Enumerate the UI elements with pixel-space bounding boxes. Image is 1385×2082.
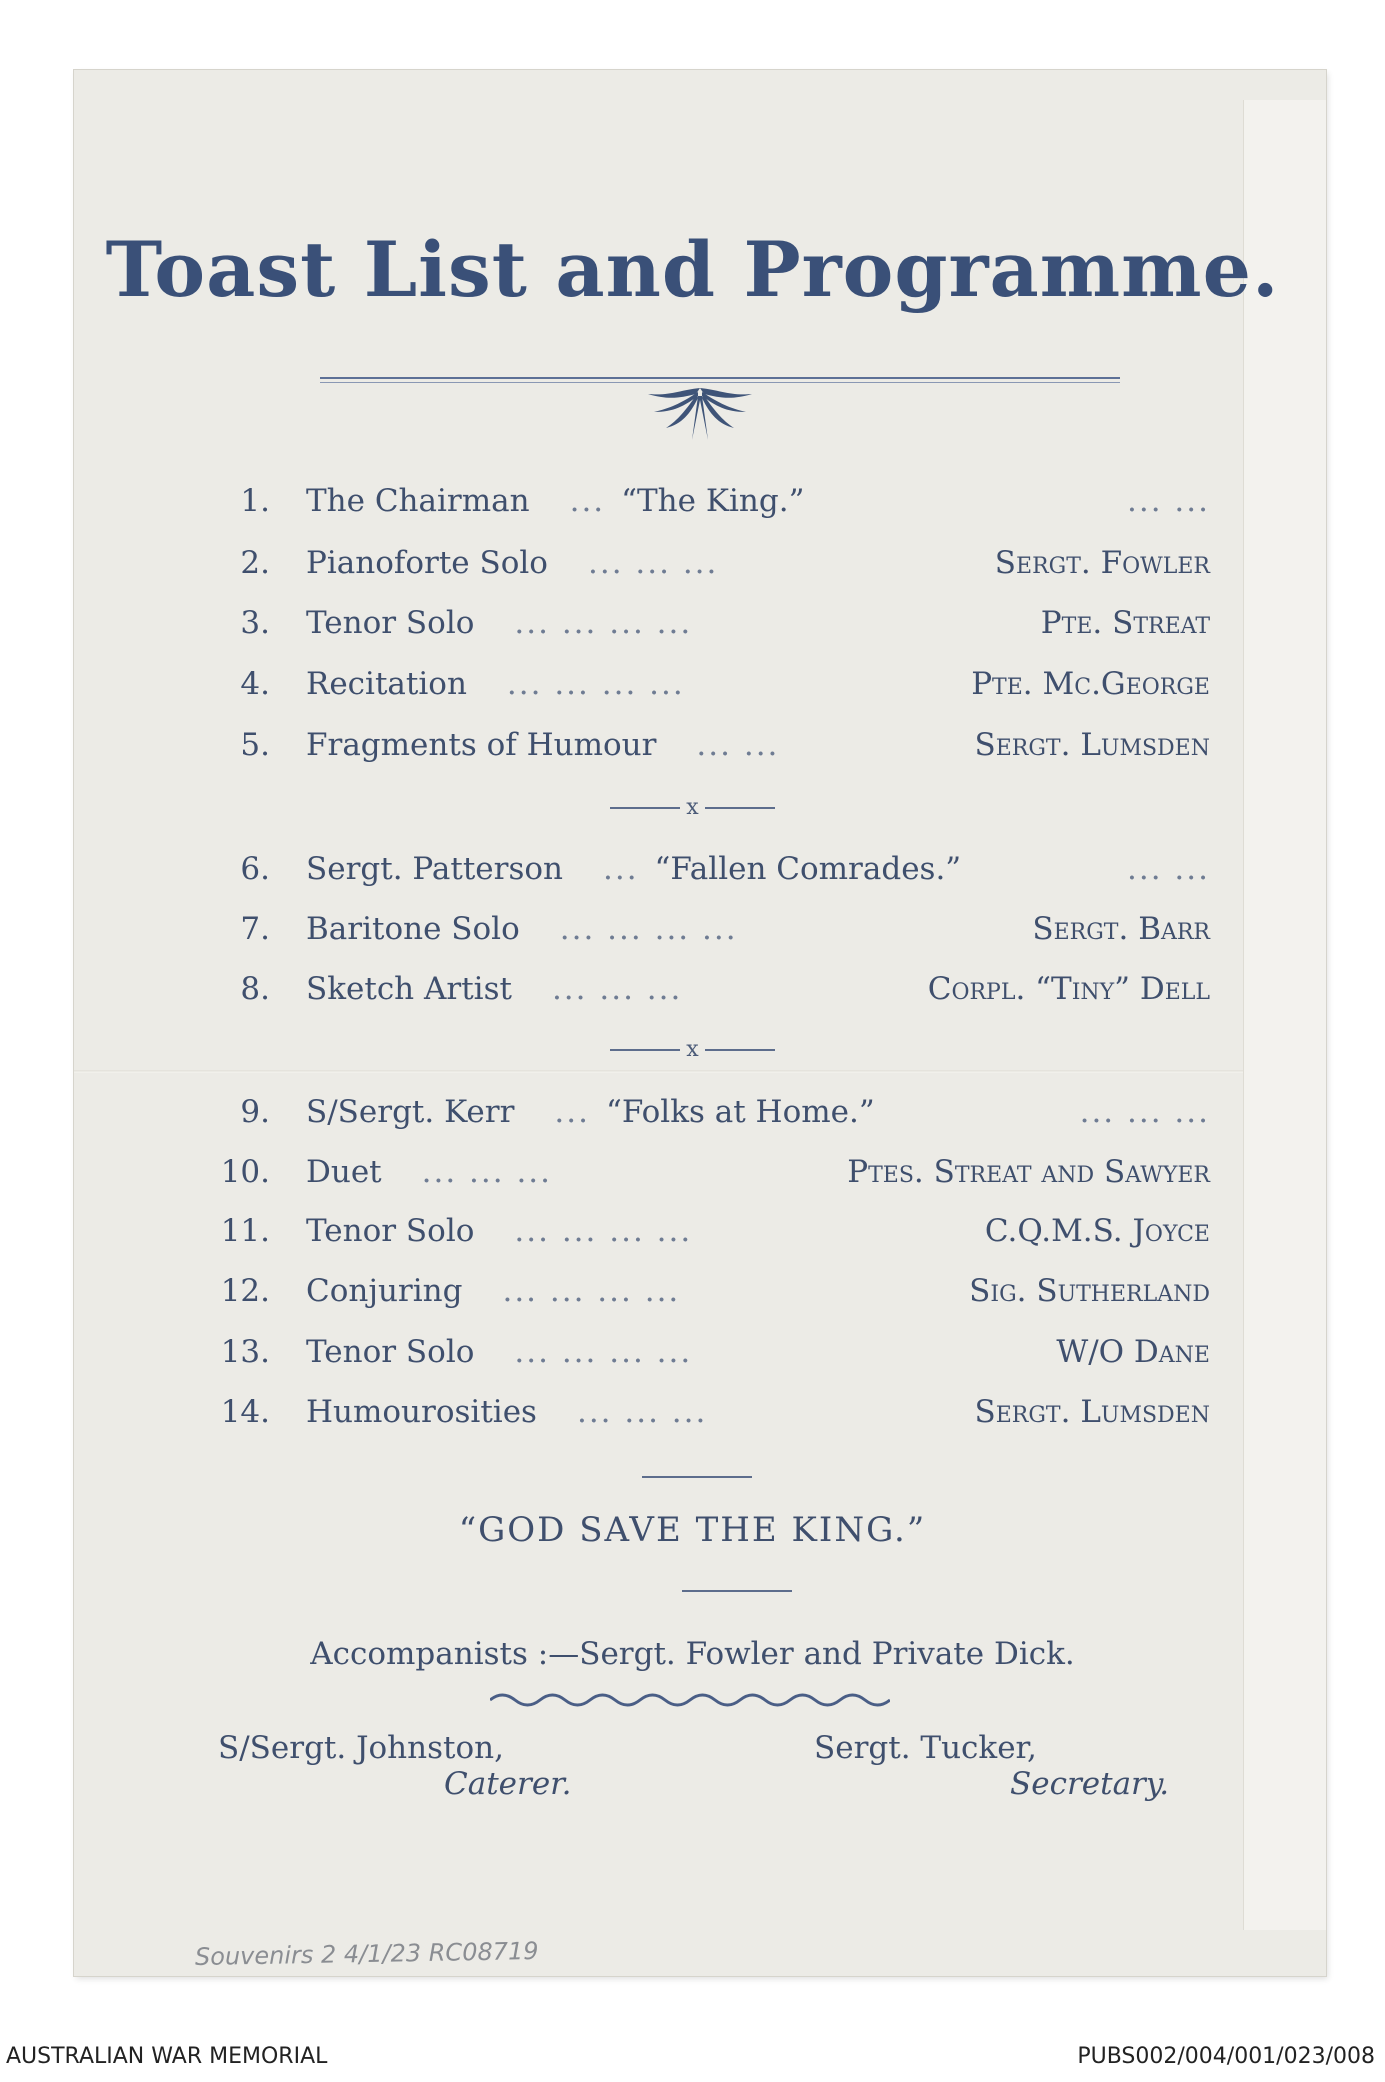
item-performer: C.Q.M.S. Joyce [984, 1213, 1210, 1249]
footer-institution: AUSTRALIAN WAR MEMORIAL [6, 2044, 328, 2069]
item-label-text: The Chairman [306, 483, 530, 519]
accompanists-text: Accompanists :—Sergt. Fowler and Private Dick. [310, 1636, 1075, 1672]
signature-role: Secretary. [1010, 1766, 1170, 1802]
trailing-dots: ... ... [1127, 851, 1210, 887]
item-label [306, 971, 682, 1007]
leader-dots: ... ... ... ... [506, 666, 685, 702]
item-performer: Sig. Sutherland [969, 1273, 1210, 1309]
leader-dots: ... ... ... ... [514, 1213, 693, 1249]
programme-item [200, 1213, 1210, 1269]
item-label [306, 545, 718, 581]
item-label [306, 1213, 692, 1249]
leader-dots: ... ... ... [576, 1394, 708, 1430]
item-label-text: Conjuring [306, 1273, 463, 1309]
item-performer: Sergt. Lumsden [974, 727, 1210, 763]
item-number: 13. [220, 1334, 270, 1370]
item-label [306, 1094, 875, 1130]
item-label [306, 851, 961, 887]
short-rule-1 [642, 1476, 752, 1478]
item-number: 9. [240, 1094, 270, 1130]
item-number: 3. [240, 605, 270, 641]
item-label-text: Sketch Artist [306, 971, 512, 1007]
leader-dots: ... [554, 1094, 590, 1130]
title-rule [320, 377, 1120, 383]
toast-text: “Folks at Home.” [605, 1094, 875, 1130]
item-performer: Sergt. Barr [1032, 911, 1210, 947]
item-label [306, 1334, 692, 1370]
leader-dots: ... ... ... [421, 1154, 553, 1190]
leader-dots: ... ... ... ... [514, 605, 693, 641]
signature-secretary [814, 1730, 1169, 1802]
item-label-text: Recitation [306, 666, 467, 702]
leader-dots: ... ... ... ... [502, 1273, 681, 1309]
section-separator-1: x [0, 795, 1385, 820]
item-performer: Corpl. “Tiny” Dell [927, 971, 1210, 1007]
programme-item [200, 1154, 1210, 1210]
item-label-text: Baritone Solo [306, 911, 520, 947]
item-number: 12. [220, 1273, 270, 1309]
sunburst-ornament-icon [640, 386, 760, 442]
item-label-text: Pianoforte Solo [306, 545, 548, 581]
item-performer: Sergt. Lumsden [974, 1394, 1210, 1430]
programme-item [200, 545, 1210, 601]
item-label-text: Sergt. Patterson [306, 851, 563, 887]
leader-dots: ... ... ... [587, 545, 719, 581]
programme-item [200, 1273, 1210, 1329]
leader-dots: ... ... ... ... [559, 911, 738, 947]
item-performer: W/O Dane [1056, 1334, 1210, 1370]
item-number: 7. [240, 911, 270, 947]
toast-text: “Fallen Comrades.” [654, 851, 962, 887]
wavy-rule-icon [490, 1690, 890, 1710]
programme-item [200, 483, 1210, 539]
leader-dots: ... ... [696, 727, 780, 763]
item-label [306, 605, 692, 641]
item-label-text: Duet [306, 1154, 382, 1190]
programme-item [200, 851, 1210, 907]
item-label [306, 727, 779, 763]
leader-dots: ... [602, 851, 639, 887]
item-number: 5. [240, 727, 270, 763]
programme-item [200, 1334, 1210, 1390]
item-label [306, 911, 738, 947]
item-performer: Pte. Streat [1040, 605, 1210, 641]
trailing-dots: ... ... ... [1079, 1094, 1210, 1130]
programme-item [200, 1094, 1210, 1150]
item-label-text: Humourosities [306, 1394, 537, 1430]
item-label-text: Tenor Solo [306, 605, 475, 641]
item-number: 6. [240, 851, 270, 887]
item-label [306, 1273, 680, 1309]
programme-item [200, 666, 1210, 722]
item-performer: Ptes. Streat and Sawyer [847, 1154, 1210, 1190]
programme-item [200, 1394, 1210, 1450]
leader-dots: ... [569, 483, 606, 519]
signature-role: Caterer. [444, 1766, 572, 1802]
section-separator-2: x [0, 1037, 1385, 1062]
signature-name: S/Sergt. Johnston, [218, 1730, 504, 1766]
item-label [306, 1154, 552, 1190]
programme-item [200, 911, 1210, 967]
leader-dots: ... ... ... ... [514, 1334, 693, 1370]
programme-item [200, 727, 1210, 783]
programme-item [200, 971, 1210, 1027]
page-title: Toast List and Programme. [105, 225, 1280, 314]
item-label [306, 1394, 707, 1430]
paper-fold [74, 1070, 1326, 1073]
accompanists-line [0, 1636, 1385, 1672]
programme-item [200, 605, 1210, 661]
signature-name: Sergt. Tucker, [814, 1730, 1037, 1766]
item-number: 8. [240, 971, 270, 1007]
item-number: 1. [240, 483, 270, 519]
footer-reference: PUBS002/004/001/023/008 [1077, 2044, 1375, 2069]
item-number: 11. [220, 1213, 270, 1249]
trailing-dots: ... ... [1127, 483, 1210, 519]
item-label-text: S/Sergt. Kerr [306, 1094, 515, 1130]
item-label-text: Tenor Solo [306, 1334, 475, 1370]
signature-caterer [218, 1730, 571, 1802]
toast-text: “The King.” [621, 483, 805, 519]
item-performer: Sergt. Fowler [994, 545, 1210, 581]
item-label-text: Tenor Solo [306, 1213, 475, 1249]
item-label [306, 483, 804, 519]
item-number: 4. [240, 666, 270, 702]
item-label [306, 666, 685, 702]
item-number: 10. [220, 1154, 270, 1190]
item-label-text: Fragments of Humour [306, 727, 657, 763]
pencil-annotation: Souvenirs 2 4/1/23 RC08719 [194, 1937, 539, 1971]
anthem-line: “GOD SAVE THE KING.” [458, 1510, 927, 1550]
item-performer: Pte. Mc.George [971, 666, 1210, 702]
item-number: 14. [220, 1394, 270, 1430]
item-number: 2. [240, 545, 270, 581]
leader-dots: ... ... ... [551, 971, 683, 1007]
short-rule-2 [682, 1590, 792, 1592]
